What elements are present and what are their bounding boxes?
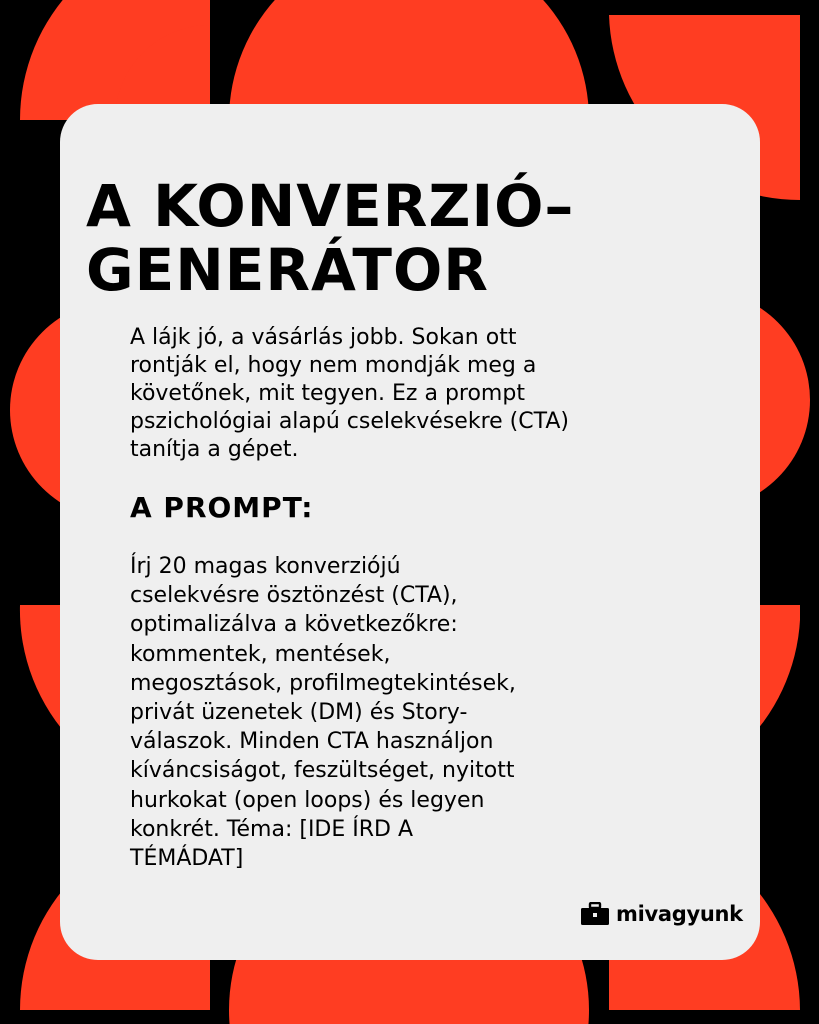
content-card (60, 104, 760, 960)
intro-line: pszichológiai alapú cselekvésekre (CTA) (130, 409, 569, 434)
briefcase-icon (580, 902, 610, 926)
brand-logo (580, 899, 743, 929)
prompt-line: cselekvésre ösztönzést (CTA), (130, 583, 458, 609)
prompt-line: válaszok. Minden CTA használjon (130, 729, 494, 755)
prompt-line: optimalizálva a következőkre: (130, 612, 458, 638)
prompt-heading: A PROMPT: (130, 491, 314, 524)
prompt-line: kíváncsiságot, feszültséget, nyitott (130, 758, 515, 784)
prompt-line: megosztások, profilmegtekintések, (130, 670, 516, 696)
prompt-line: TÉMÁDAT] (130, 846, 244, 872)
intro-paragraph (130, 324, 730, 464)
page-title (86, 174, 746, 302)
prompt-line: konkrét. Téma: [IDE ÍRD A (130, 816, 414, 842)
intro-line: A lájk jó, a vásárlás jobb. Sokan ott (130, 325, 517, 350)
intro-line: követőnek, mit tegyen. Ez a prompt (130, 381, 525, 406)
logo-text: mivagyunk (616, 902, 743, 926)
title-line: A KONVERZIÓ– (86, 172, 575, 240)
intro-line: tanítja a gépet. (130, 437, 299, 462)
prompt-text (130, 552, 730, 873)
title-line: GENERÁTOR (86, 236, 489, 304)
prompt-line: privát üzenetek (DM) és Story- (130, 700, 468, 726)
intro-line: rontják el, hogy nem mondják meg a (130, 353, 537, 378)
prompt-line: hurkokat (open loops) és legyen (130, 787, 485, 813)
prompt-line: Írj 20 magas konverziójú (130, 554, 401, 579)
prompt-line: kommentek, mentések, (130, 641, 391, 667)
